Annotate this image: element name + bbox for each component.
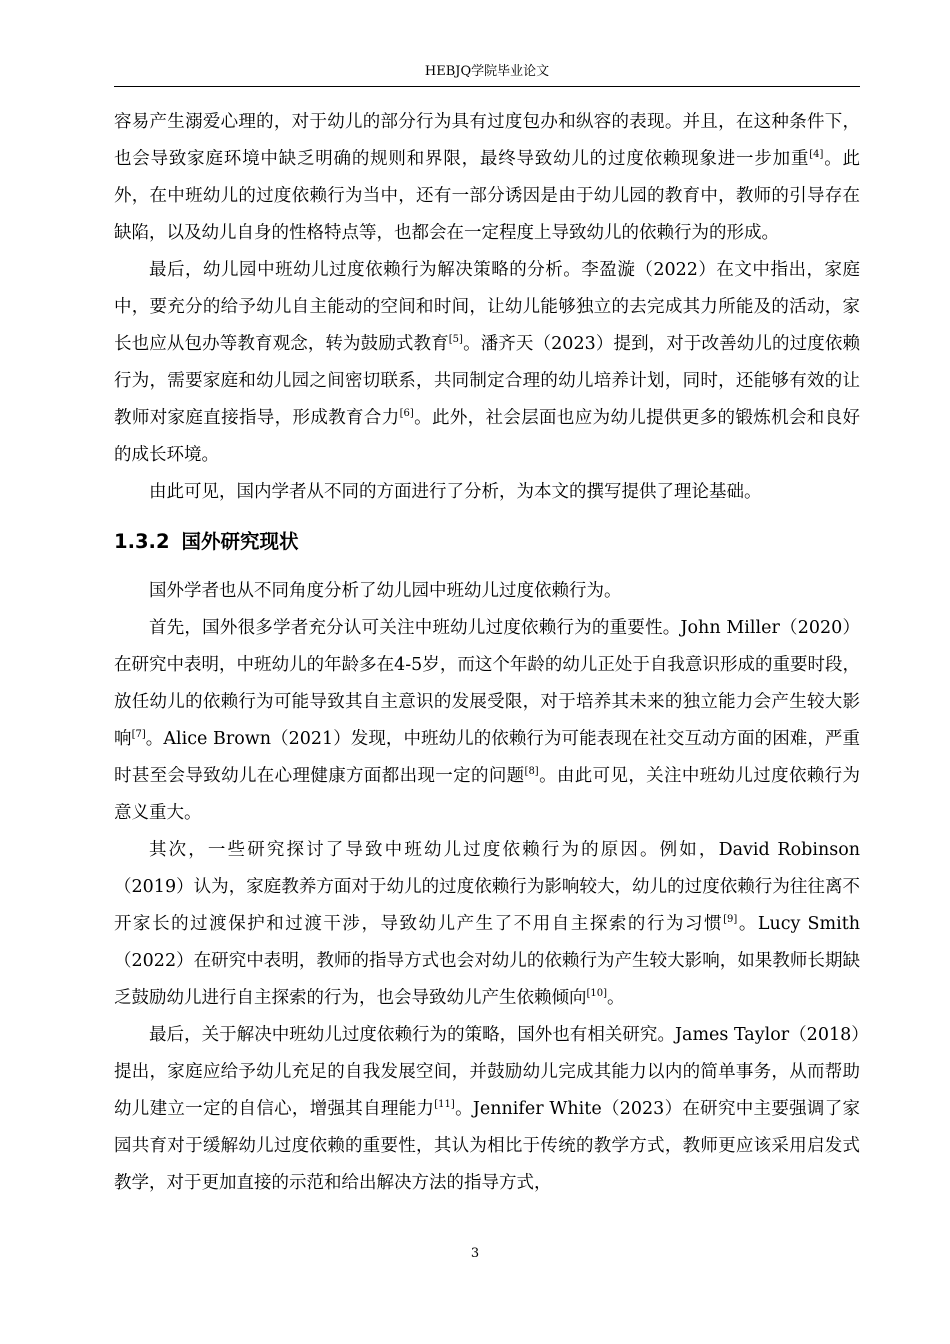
citation-4: [4]	[809, 149, 824, 160]
paragraph-4: 国外学者也从不同角度分析了幼儿园中班幼儿过度依赖行为。	[149, 581, 622, 601]
citation-5: [5]	[448, 334, 463, 345]
page-number: 3	[470, 1246, 480, 1261]
document-body	[114, 104, 860, 1202]
section-number: 1.3.2	[114, 530, 170, 553]
paragraph-1: 容易产生溺爱心理的，对于幼儿的部分行为具有过度包办和纵容的表现。并且，在这种条件下，也会导致家庭环境中缺乏明确的规则和界限，最终导致幼儿的过度依赖现象进一步加重[4]。此外，在中班幼儿的过度依赖行为当中，还有一部分诱因是由于幼儿园的教育中，教师的引导存在缺陷，以及幼儿自身的性格特点等，也都会在一定程度上导致幼儿的依赖行为的形成。	[114, 112, 860, 243]
page-footer	[0, 1244, 950, 1264]
section-title: 国外研究现状	[181, 530, 299, 553]
citation-6: [6]	[399, 408, 414, 419]
citation-9: [9]	[723, 914, 738, 925]
citation-7: [7]	[131, 729, 146, 740]
section-heading	[114, 511, 860, 573]
paragraph-6: 其次，一些研究探讨了导致中班幼儿过度依赖行为的原因。例如，David Robinson（2019）认为，家庭教养方面对于幼儿的过度依赖行为影响较大，幼儿的过度依赖行为往往离不开家长的过渡保护和过渡干涉，导致幼儿产生了不用自主探索的行为习惯[9]。Lucy Smith（2022）在研究中表明，教师的指导方式也会对幼儿的依赖行为产生较大影响，如果教师长期缺乏鼓励幼儿进行自主探索的行为，也会导致幼儿产生依赖倾向[10]。	[114, 840, 861, 1008]
paragraph-5: 首先，国外很多学者充分认可关注中班幼儿过度依赖行为的重要性。John Miller（2020）在研究中表明，中班幼儿的年龄多在4-5岁，而这个年龄的幼儿正处于自我意识形成的重要时段，放任幼儿的依赖行为可能导致其自主意识的发展受限，对于培养其未来的独立能力会产生较大影响[7]。Alice Brown（2021）发现，中班幼儿的依赖行为可能表现在社交互动方面的困难，严重时甚至会导致幼儿在心理健康方面都出现一定的问题[8]。由此可见，关注中班幼儿过度依赖行为意义重大。	[114, 618, 861, 823]
citation-8: [8]	[524, 766, 539, 777]
citation-11: [11]	[434, 1099, 455, 1110]
paragraph-7: 最后，关于解决中班幼儿过度依赖行为的策略，国外也有相关研究。James Taylor（2018）提出，家庭应给予幼儿充足的自我发展空间，并鼓励幼儿完成其能力以内的简单事务，从而帮助幼儿建立一定的自信心，增强其自理能力[11]。Jennifer White（2023）在研究中主要强调了家园共育对于缓解幼儿过度依赖的重要性，其认为相比于传统的教学方式，教师更应该采用启发式教学，对于更加直接的示范和给出解决方法的指导方式，	[114, 1025, 860, 1193]
page-header	[114, 58, 860, 87]
paragraph-3: 由此可见，国内学者从不同的方面进行了分析，为本文的撰写提供了理论基础。	[149, 482, 762, 502]
citation-10: [10]	[586, 988, 608, 999]
paragraph-2: 最后，幼儿园中班幼儿过度依赖行为解决策略的分析。李盈漩（2022）在文中指出，家庭中，要充分的给予幼儿自主能动的空间和时间，让幼儿能够独立的去完成其力所能及的活动，家长也应从包办等教育观念，转为鼓励式教育[5]。潘齐天（2023）提到，对于改善幼儿的过度依赖行为，需要家庭和幼儿园之间密切联系，共同制定合理的幼儿培养计划，同时，还能够有效的让教师对家庭直接指导，形成教育合力[6]。此外，社会层面也应为幼儿提供更多的锻炼机会和良好的成长环境。	[114, 260, 861, 465]
header-title: HEBJQ学院毕业论文	[424, 64, 550, 79]
